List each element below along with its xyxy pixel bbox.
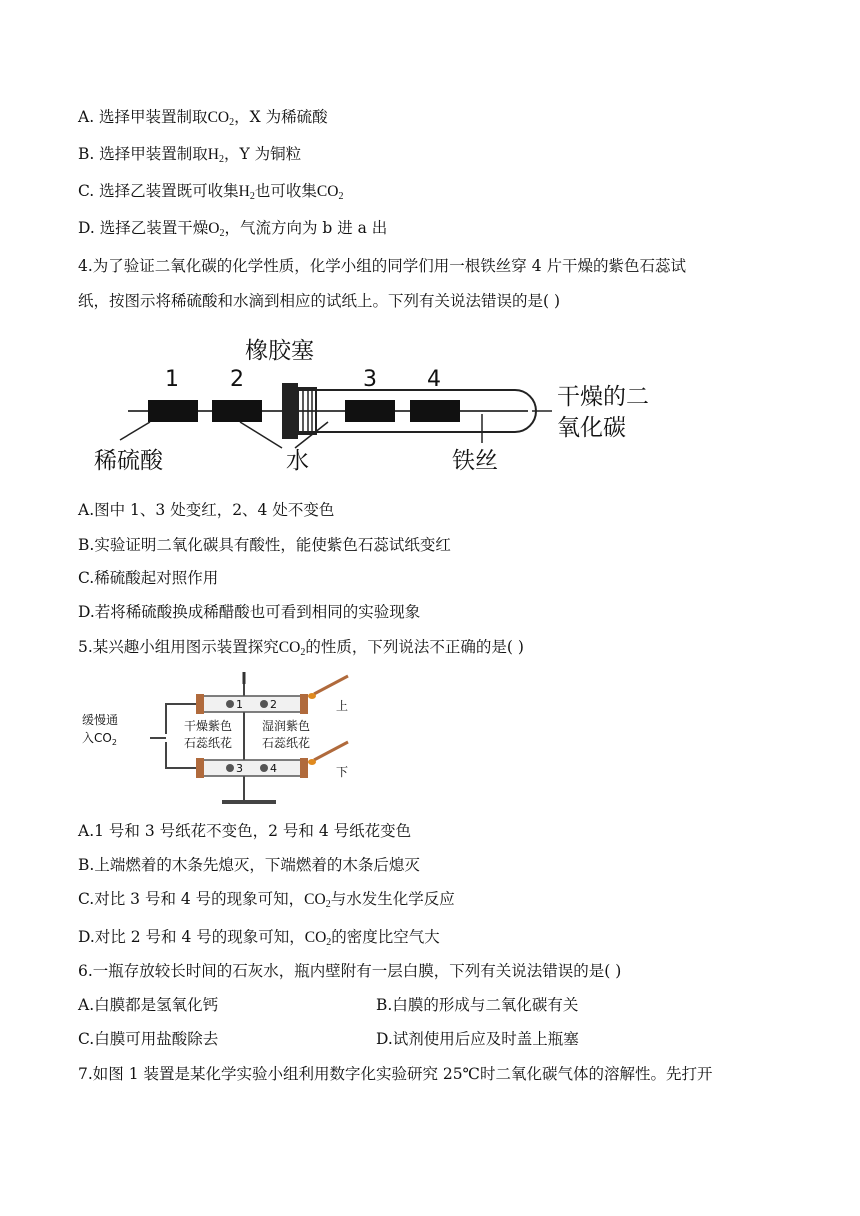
- h2-formula: H: [207, 146, 219, 163]
- o2-formula: O: [208, 220, 220, 237]
- q3-option-d-text: D. 选择乙装置干燥: [78, 219, 209, 237]
- dry-flower-label-line1: 干燥紫色: [184, 719, 233, 733]
- dry-co2-label-line2: 氧化碳: [557, 415, 626, 441]
- label-4: 4: [427, 367, 441, 392]
- q6-option-b: B.白膜的形成与二氧化碳有关: [376, 996, 579, 1014]
- label-2: 2: [230, 367, 244, 392]
- q4-figure: [90, 328, 680, 478]
- q5-option-b: B.上端燃着的木条先熄灭，下端燃着的木条后熄灭: [78, 856, 420, 874]
- q3-option-c-text: C. 选择乙装置既可收集: [78, 182, 239, 200]
- subscript: 2: [218, 154, 224, 165]
- subscript: 2: [249, 191, 255, 202]
- label-3: 3: [363, 367, 377, 392]
- litmus-paper-4: [410, 400, 460, 422]
- q6-option-a: A.白膜都是氢氧化钙: [78, 996, 219, 1014]
- bottom-label: 下: [336, 765, 349, 779]
- rubber-stopper-shape: [282, 383, 298, 439]
- litmus-paper-1: [148, 400, 198, 422]
- q4-option-c: C.稀硫酸起对照作用: [78, 569, 219, 587]
- q5-option-c-text: C.对比 3 号和 4 号的现象可知，: [78, 890, 305, 908]
- flower-2: [260, 700, 268, 708]
- q6-stem: 6.一瓶存放较长时间的石灰水，瓶内壁附有一层白膜，下列有关说法错误的是( ): [78, 962, 622, 980]
- q5-option-d-text: D.对比 2 号和 4 号的现象可知，: [78, 928, 305, 946]
- top-label: 上: [336, 699, 349, 713]
- wet-flower-label-line1: 湿润紫色: [262, 719, 311, 733]
- q5-option-a: A.1 号和 3 号纸花不变色，2 号和 4 号纸花变色: [78, 822, 412, 840]
- litmus-paper-2: [212, 400, 262, 422]
- q5-option-c: [78, 889, 455, 915]
- wet-flower-label-line2: 石蕊纸花: [262, 736, 311, 750]
- inlet-label-line2: [82, 731, 117, 747]
- water-label: 水: [286, 448, 309, 474]
- co2-formula: CO: [207, 109, 230, 126]
- q3-option-c: [78, 181, 343, 207]
- q3-option-a: [78, 107, 328, 133]
- flower-1: [226, 700, 234, 708]
- q3-option-a-tail: ，X 为稀硫酸: [234, 108, 328, 126]
- q3-option-a-text: A. 选择甲装置制取: [78, 108, 208, 126]
- inlet-label-text: 入CO: [82, 731, 112, 745]
- upper-wood-stick: [314, 676, 348, 694]
- flower-4: [260, 764, 268, 772]
- q3-option-d: [78, 218, 387, 244]
- q4-stem-line2: 纸，按图示将稀硫酸和水滴到相应的试纸上。下列有关说法错误的是( ): [78, 292, 561, 310]
- litmus-paper-3: [345, 400, 395, 422]
- dry-flower-label-line2: 石蕊纸花: [184, 736, 233, 750]
- q4-option-d: D.若将稀硫酸换成稀醋酸也可看到相同的实验现象: [78, 603, 421, 621]
- lower-tube: [202, 760, 302, 776]
- q3-option-b-text: B. 选择甲装置制取: [78, 145, 208, 163]
- upper-tube: [202, 696, 302, 712]
- q5-stem-tail: 的性质，下列说法不正确的是( ): [305, 638, 524, 656]
- inlet-label-line1: 缓慢通: [82, 713, 119, 727]
- co2-formula: CO: [304, 929, 327, 946]
- q5-figure: [80, 668, 360, 810]
- lower-wood-stick: [314, 742, 348, 760]
- subscript: 2: [300, 647, 306, 658]
- q5-option-d-tail: 的密度比空气大: [331, 928, 440, 946]
- subscript: 2: [219, 228, 225, 239]
- co2-formula: CO: [278, 639, 301, 656]
- q4-option-b: B.实验证明二氧化碳具有酸性，能使紫色石蕊试纸变红: [78, 536, 451, 554]
- rubber-stopper-label: 橡胶塞: [245, 338, 314, 364]
- flower-number-3: 3: [236, 762, 243, 775]
- subscript: 2: [325, 899, 331, 910]
- q6-option-d: D.试剂使用后应及时盖上瓶塞: [376, 1030, 579, 1048]
- q5-option-d: [78, 927, 440, 953]
- q3-option-b-tail: ，Y 为铜粒: [223, 145, 302, 163]
- q5-stem: [78, 637, 524, 663]
- subscript: 2: [338, 191, 344, 202]
- dry-co2-label-line1: 干燥的二: [557, 384, 649, 410]
- flower-number-2: 2: [270, 698, 277, 711]
- co2-formula: CO: [304, 891, 326, 908]
- label-1: 1: [165, 367, 179, 392]
- q4-stem-line1: 4.为了验证二氧化碳的化学性质，化学小组的同学们用一根铁丝穿 4 片干燥的紫色石蕊试: [78, 257, 687, 275]
- dilute-sulfuric-acid-label: 稀硫酸: [94, 448, 163, 474]
- q4-option-a: A.图中 1、3 处变红，2、4 处不变色: [78, 501, 335, 519]
- subscript: 2: [111, 738, 117, 747]
- q3-option-c-mid: 也可收集: [254, 182, 317, 200]
- h2-formula: H: [238, 183, 250, 200]
- flower-3: [226, 764, 234, 772]
- q6-option-c: C.白膜可用盐酸除去: [78, 1030, 219, 1048]
- q3-option-d-tail: ，气流方向为 b 进 a 出: [224, 219, 388, 237]
- subscript: 2: [229, 117, 235, 128]
- q3-option-b: [78, 144, 301, 170]
- flower-number-4: 4: [270, 762, 277, 775]
- flower-number-1: 1: [236, 698, 243, 711]
- co2-formula: CO: [316, 183, 339, 200]
- subscript: 2: [326, 937, 332, 948]
- q5-stem-text: 5.某兴趣小组用图示装置探究: [78, 638, 279, 656]
- iron-wire-label: 铁丝: [452, 448, 498, 474]
- q7-stem: 7.如图 1 装置是某化学实验小组利用数字化实验研究 25℃时二氧化碳气体的溶解性。先打开: [78, 1065, 713, 1083]
- q5-option-c-tail: 与水发生化学反应: [330, 890, 455, 908]
